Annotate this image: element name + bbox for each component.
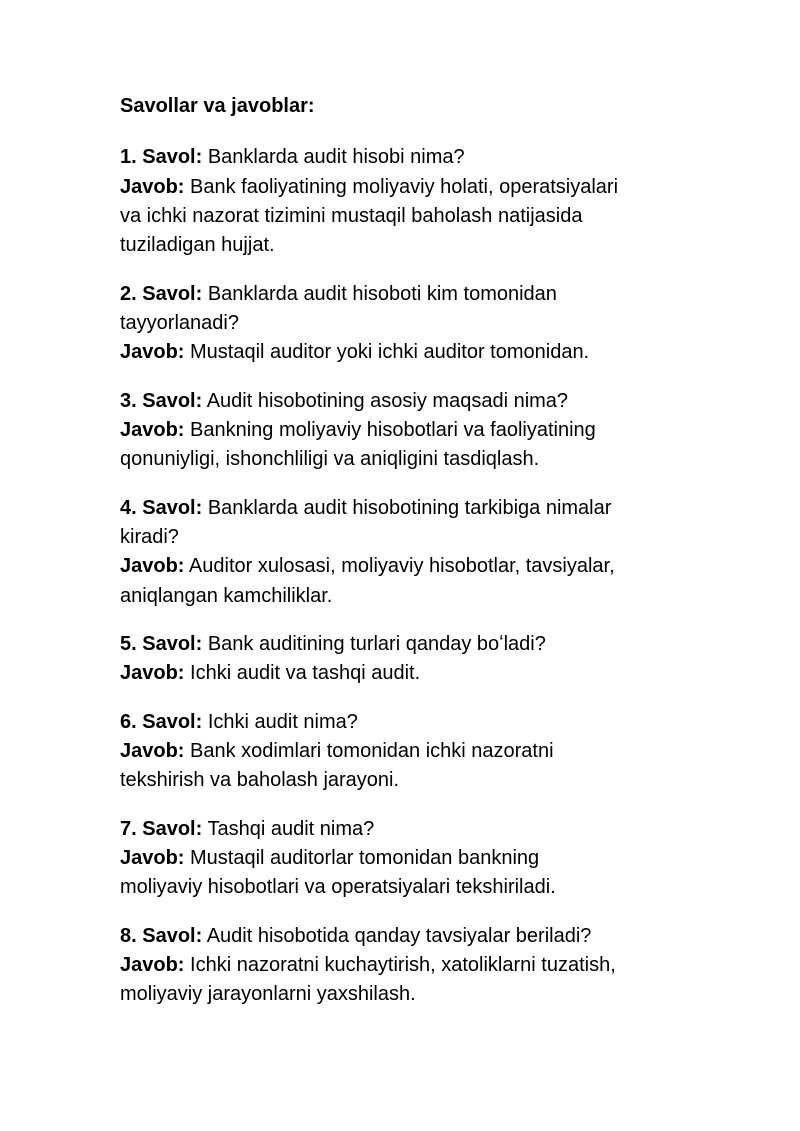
qa-text: aniqlangan kamchiliklar. bbox=[120, 584, 333, 607]
qa-block bbox=[120, 494, 680, 611]
qa-label: 3. Savol: bbox=[120, 389, 203, 412]
qa-text: Audit hisobotining asosiy maqsadi nima? bbox=[202, 389, 569, 412]
qa-text: Ichki audit va tashqi audit. bbox=[184, 662, 421, 685]
qa-label: Javob: bbox=[120, 555, 185, 578]
qa-text: tayyorlanadi? bbox=[120, 311, 239, 334]
qa-label: Javob: bbox=[120, 341, 185, 364]
qa-label: Javob: bbox=[120, 175, 185, 198]
qa-label: Javob: bbox=[120, 662, 185, 685]
qa-text: Ichki nazoratni kuchaytirish, xatoliklarni tuzatish, bbox=[184, 953, 616, 976]
qa-label: 1. Savol: bbox=[120, 146, 203, 169]
qa-text: Banklarda audit hisoboti kim tomonidan bbox=[202, 282, 557, 305]
qa-text: Mustaqil auditorlar tomonidan bankning bbox=[184, 846, 540, 869]
qa-text: moliyaviy jarayonlarni yaxshilash. bbox=[120, 983, 416, 1006]
qa-text: Banklarda audit hisobotining tarkibiga nimalar bbox=[202, 496, 612, 519]
qa-label: 4. Savol: bbox=[120, 496, 203, 519]
qa-text: tekshirish va baholash jarayoni. bbox=[120, 769, 400, 792]
qa-text: Bankning moliyaviy hisobotlari va faoliyatining bbox=[184, 418, 596, 441]
qa-label: Javob: bbox=[120, 953, 185, 976]
qa-block bbox=[120, 143, 680, 260]
qa-label: Javob: bbox=[120, 846, 185, 869]
qa-label: 7. Savol: bbox=[120, 817, 203, 840]
qa-text: Bank xodimlari tomonidan ichki nazoratni bbox=[184, 739, 554, 762]
qa-block bbox=[120, 630, 680, 689]
qa-block bbox=[120, 280, 680, 368]
qa-label: 5. Savol: bbox=[120, 632, 203, 655]
qa-text: Bank faoliyatining moliyaviy holati, operatsiyalari bbox=[184, 175, 619, 198]
qa-text: Auditor xulosasi, moliyaviy hisobotlar, tavsiyalar, bbox=[184, 555, 615, 578]
qa-label: Javob: bbox=[120, 418, 185, 441]
qa-label: 2. Savol: bbox=[120, 282, 203, 305]
qa-text: kiradi? bbox=[120, 525, 179, 548]
qa-label: 8. Savol: bbox=[120, 924, 203, 947]
qa-text: moliyaviy hisobotlari va operatsiyalari tekshiriladi. bbox=[120, 876, 556, 899]
qa-text: Bank auditining turlari qanday boʻladi? bbox=[202, 632, 546, 655]
qa-text: Audit hisobotida qanday tavsiyalar beriladi? bbox=[202, 924, 592, 947]
qa-block bbox=[120, 922, 680, 1010]
page-title: Savollar va javoblar: bbox=[120, 95, 315, 117]
qa-text: tuziladigan hujjat. bbox=[120, 234, 275, 257]
qa-text: Ichki audit nima? bbox=[202, 710, 358, 733]
qa-text: Mustaqil auditor yoki ichki auditor tomonidan. bbox=[184, 341, 590, 364]
qa-text: va ichki nazorat tizimini mustaqil baholash natijasida bbox=[120, 204, 583, 227]
qa-block bbox=[120, 708, 680, 796]
qa-text: qonuniyligi, ishonchliligi va aniqligini tasdiqlash. bbox=[120, 448, 540, 471]
qa-text: Tashqi audit nima? bbox=[202, 817, 375, 840]
qa-label: Javob: bbox=[120, 739, 185, 762]
qa-list bbox=[120, 143, 700, 1009]
qa-block bbox=[120, 815, 680, 903]
qa-block bbox=[120, 387, 680, 475]
qa-label: 6. Savol: bbox=[120, 710, 203, 733]
qa-text: Banklarda audit hisobi nima? bbox=[202, 146, 465, 169]
